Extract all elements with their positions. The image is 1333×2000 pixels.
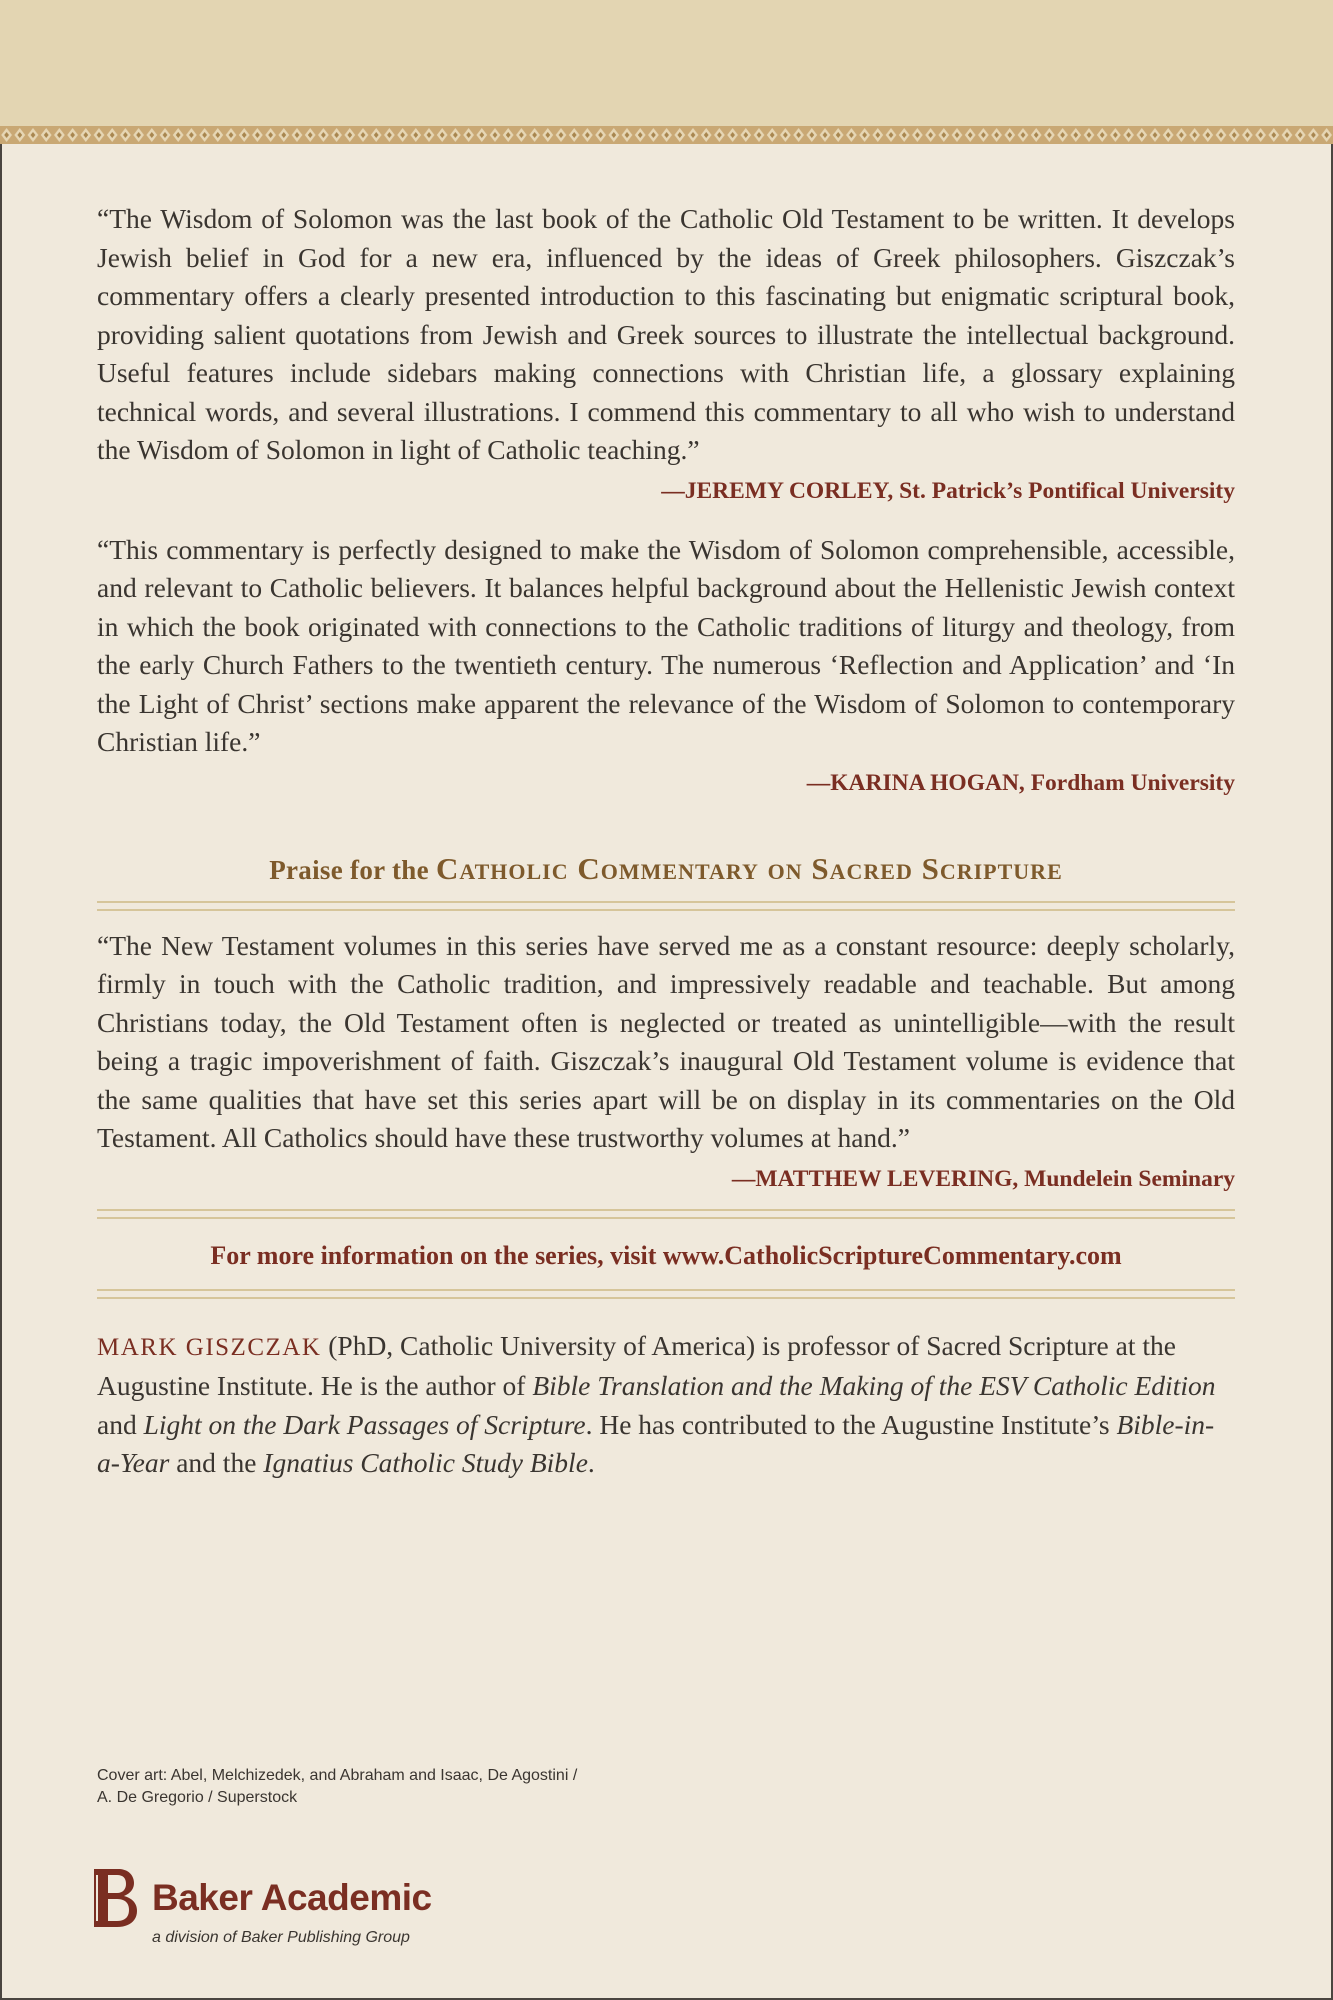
bio-text: .	[587, 1447, 595, 1478]
bio-text: (PhD, Catholic University of America) is professor of Sacred Scripture at the Augustine Institute. He is the author of	[97, 1329, 1176, 1401]
ornament-border	[0, 126, 1333, 144]
book-title: Bible Translation and the Making of the ESV Catholic Edition	[532, 1370, 1216, 1401]
credit-line: A. De Gregorio / Superstock	[97, 1789, 298, 1806]
endorsement-attribution	[97, 1166, 1235, 1193]
endorsement-hogan	[97, 531, 1235, 797]
baker-b-logo-icon	[90, 1865, 146, 1931]
bio-text: . He has contributed to the Augustine Institute’s	[585, 1408, 1117, 1440]
book-title: Ignatius Catholic Study Bible	[263, 1447, 588, 1478]
endorser-name: —JEREMY CORLEY,	[661, 477, 894, 504]
author-name: MARK GISZCZAK	[97, 1333, 322, 1361]
back-cover-content	[97, 200, 1235, 1510]
bio-text: and	[97, 1408, 144, 1440]
endorser-affiliation: Fordham University	[1030, 769, 1235, 796]
book-title: Bible-in-a-Year	[97, 1408, 1215, 1478]
bio-text: and the	[169, 1447, 264, 1478]
endorsement-attribution	[97, 770, 1235, 797]
endorser-name: —MATTHEW LEVERING,	[731, 1165, 1019, 1192]
publisher-name: Baker Academic	[152, 1877, 432, 1918]
series-title: Catholic Commentary on Sacred Scripture	[435, 850, 1063, 886]
endorsement-levering	[97, 927, 1235, 1193]
series-website-note: For more information on the series, visit www.CatholicScriptureCommentary.com	[210, 1240, 1122, 1270]
endorser-name: —KARINA HOGAN,	[806, 769, 1025, 796]
divider-rule	[97, 1209, 1235, 1219]
publisher-logo	[90, 1865, 490, 1955]
praise-prefix: Praise for the	[269, 854, 429, 885]
top-color-band	[0, 0, 1333, 126]
endorsement-corley	[97, 200, 1235, 505]
author-bio	[97, 1327, 1235, 1483]
endorser-affiliation: St. Patrick’s Pontifical University	[899, 477, 1235, 504]
divider-rule	[97, 901, 1235, 911]
book-title: Light on the Dark Passages of Scripture	[143, 1408, 586, 1440]
series-praise-heading	[97, 851, 1235, 887]
endorsement-text: “This commentary is perfectly designed to make the Wisdom of Solomon comprehensible, accessible, and relevant to Catholic believers. It balances helpful background about the Hellenistic Jewish context in which the book originated with connections to the Catholic traditions of liturgy and theology, from the early Church Fathers to the twentieth century. The numerous ‘Reflection and Application’ and ‘In the Light of Christ’ sections make apparent the relevance of the Wisdom of Solomon to contemporary Christian life.”	[97, 533, 1235, 757]
publisher-division: a division of Baker Publishing Group	[152, 1929, 410, 1946]
endorsement-text: “The Wisdom of Solomon was the last book of the Catholic Old Testament to be written. It develops Jewish belief in God for a new era, influenced by the ideas of Greek philosophers. Giszczak’s commentary offers a clearly presented introduction to this fascinating but enigmatic scriptural book, providing salient quotations from Jewish and Greek sources to illustrate the intellectual background. Useful features include sidebars making connections with Christian life, a glossary explaining technical words, and several illustrations. I commend this commentary to all who wish to understand the Wisdom of Solomon in light of Catholic teaching.”	[97, 203, 1235, 465]
divider-rule	[97, 1289, 1235, 1299]
cover-art-credit	[97, 1765, 797, 1809]
endorser-affiliation: Mundelein Seminary	[1024, 1165, 1235, 1192]
endorsement-attribution	[97, 478, 1235, 505]
endorsement-text: “The New Testament volumes in this series have served me as a constant resource: deeply scholarly, firmly in touch with the Catholic tradition, and impressively readable and teachable. But among Christians today, the Old Testament often is neglected or treated as unintelligible—with the result being a tragic impoverishment of faith. Giszczak’s inaugural Old Testament volume is evidence that the same qualities that have set this series apart will be on display in its commentaries on the Old Testament. All Catholics should have these trustworthy volumes at hand.”	[97, 929, 1235, 1153]
credit-line: Cover art: Abel, Melchizedek, and Abraham and Isaac, De Agostini /	[97, 1767, 578, 1784]
